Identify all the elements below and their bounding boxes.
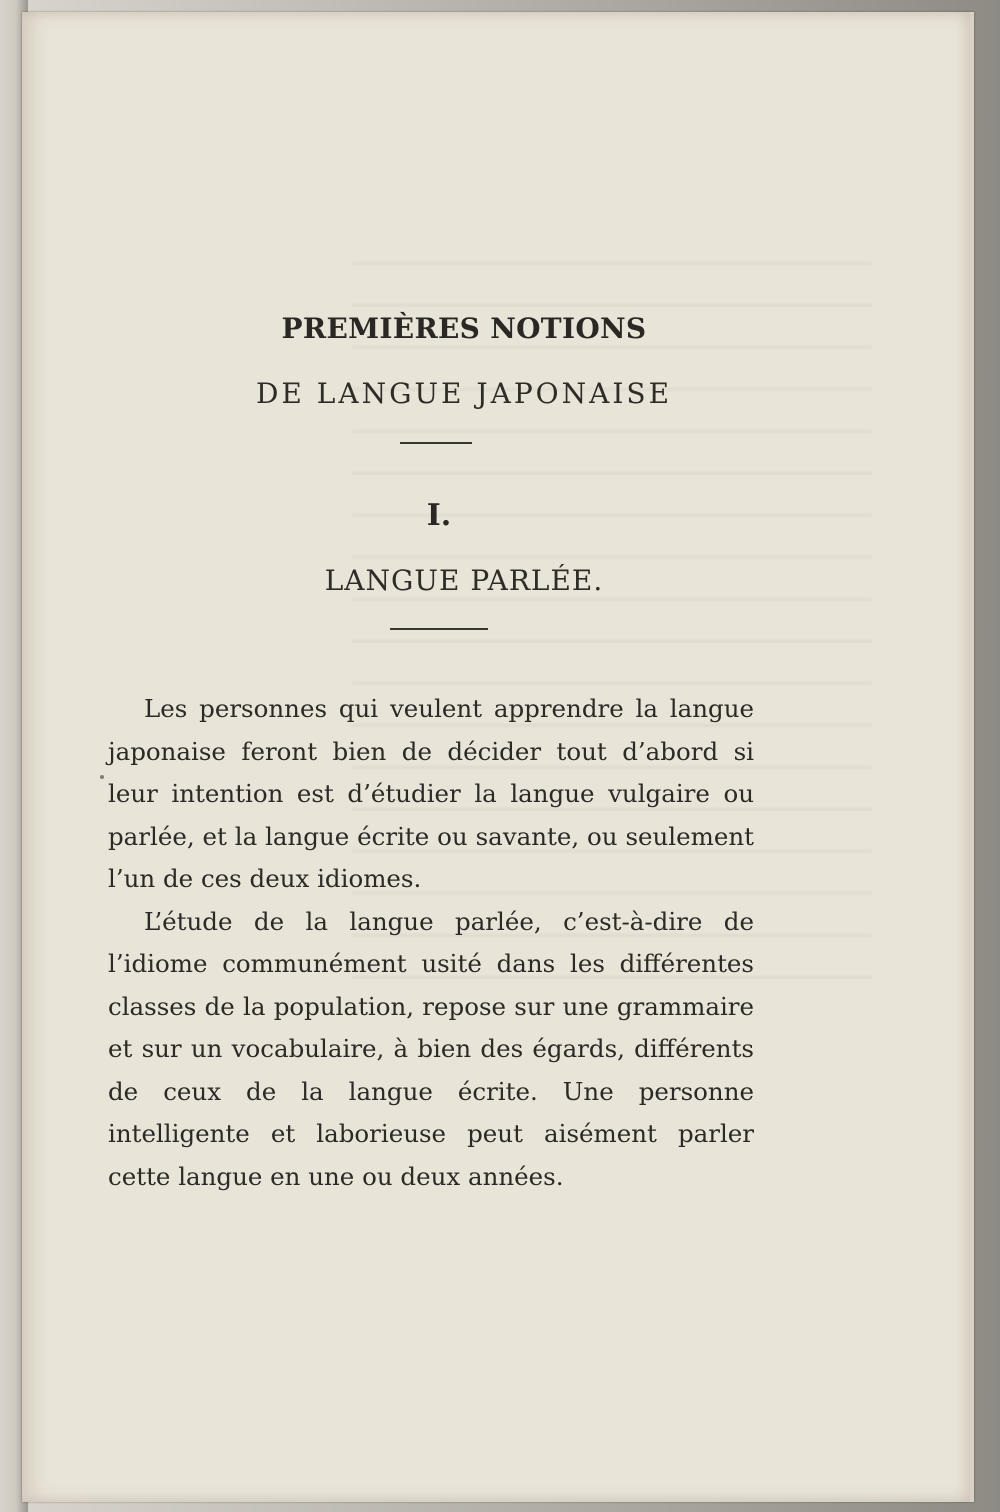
body-text [108, 688, 754, 1198]
book-page [22, 12, 974, 1502]
section-separator-rule [390, 628, 488, 630]
paper-speck [100, 775, 104, 779]
section-title: LANGUE PARLÉE. [324, 564, 604, 597]
section-number: I. [426, 498, 452, 533]
title-separator-rule [400, 442, 472, 444]
paragraph-2: L’étude de la langue parlée, c’est-à-dire de l’idiome communément usité dans les différentes classes de la population, repose sur une grammaire et sur un vocabulaire, à bien des égards, différents de ceux de la langue écrite. Une personne intelligente et laborieuse peut aisément parler cette langue en une ou deux années. [108, 906, 754, 1191]
paragraph-1: Les personnes qui veulent apprendre la langue japonaise feront bien de décider tout d’abord si leur intention est d’étudier la langue vulgaire ou parlée, et la langue écrite ou savante, ou seulement l’un de ces deux idiomes. [108, 694, 754, 893]
main-title-line-2: DE LANGUE JAPONAISE [255, 377, 673, 410]
main-title-line-1: PREMIÈRES NOTIONS [281, 312, 647, 345]
